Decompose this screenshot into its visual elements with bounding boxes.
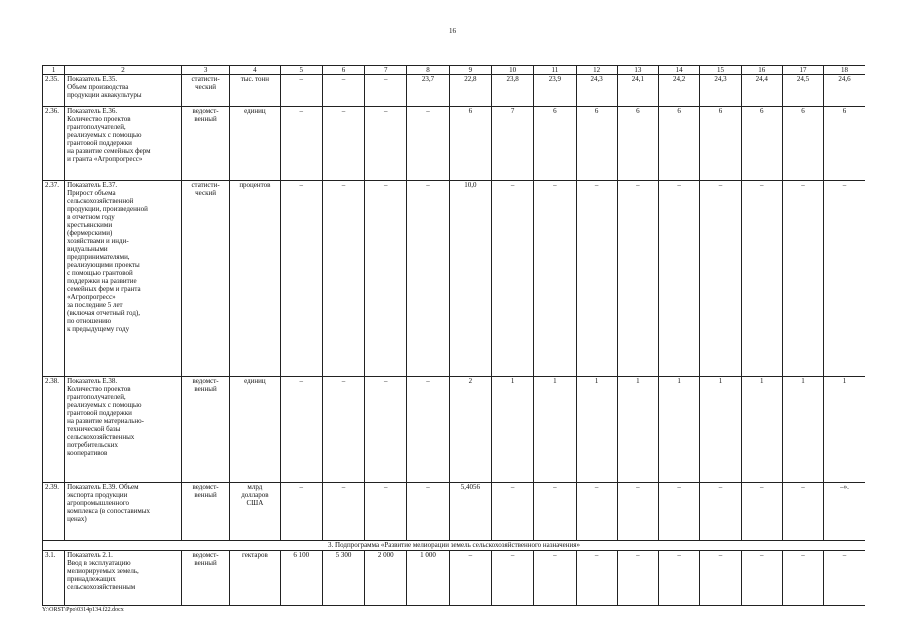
year-value: 24,1 [617,75,658,107]
table-row [43,377,866,483]
row-number: 2.36. [43,107,65,181]
year-value: 23,7 [407,75,449,107]
column-number: 7 [365,66,407,75]
year-value: – [365,483,407,541]
column-number: 18 [824,66,865,75]
column-number: 1 [43,66,65,75]
indicator-name: Показатель 2.1. Ввод в эксплуатацию мелиорируемых земель, принадлежащих сельскохозяйственным [65,551,182,606]
year-value: 23,8 [491,75,533,107]
year-value: – [700,181,741,377]
year-value: – [659,551,700,606]
data-source: ведомст- венный [181,107,229,181]
year-value: – [700,551,741,606]
data-source: ведомст- венный [181,551,229,606]
year-value: – [782,483,823,541]
year-value: – [741,551,782,606]
unit-of-measure: гектаров [230,551,280,606]
unit-of-measure: единиц [230,377,280,483]
year-value: – [365,377,407,483]
year-value: – [322,181,364,377]
footer-file-path: Y:\ORST\Ppo\0314p134.f22.docx [42,607,124,613]
table-row [43,551,866,606]
year-value: 24,5 [782,75,823,107]
year-value: – [365,107,407,181]
year-value: 7 [491,107,533,181]
year-value: 1 [782,377,823,483]
indicator-name: Показатель Е.37. Прирост объема сельскохозяйственной продукции, произведенной в отчетном году крестьянскими (фермерскими) хозяйствами и инди- видуальными предпринимателями, реализующими проекты с помощью грантовой поддержки на развитие семейных ферм и гранта «Агропрогресс» за последние 5 лет (включая отчетный год), по отношению к предыдущему году [65,181,182,377]
indicator-name: Показатель Е.35. Объем производства продукции аквакультуры [65,75,182,107]
column-number: 17 [782,66,823,75]
page-number: 16 [449,27,456,35]
unit-of-measure: тыс. тонн [230,75,280,107]
year-value: – [407,181,449,377]
column-number: 15 [700,66,741,75]
year-value: – [534,181,576,377]
year-value: – [824,551,865,606]
year-value: – [280,377,322,483]
year-value: 10,0 [449,181,491,377]
column-number: 5 [280,66,322,75]
year-value: 2 000 [365,551,407,606]
year-value: – [576,551,617,606]
year-value: 1 [824,377,865,483]
year-value: 1 [617,377,658,483]
table-row [43,107,866,181]
column-number: 11 [534,66,576,75]
year-value: – [576,181,617,377]
year-value: 6 [741,107,782,181]
subprogram-title: 3. Подпрограмма «Развитие мелиорации земель сельскохозяйственного назначения» [43,541,866,551]
column-number: 9 [449,66,491,75]
table-row [43,181,866,377]
year-value: 24,3 [700,75,741,107]
year-value: – [407,483,449,541]
data-source: статисти- ческий [181,75,229,107]
year-value: – [322,483,364,541]
row-number: 2.37. [43,181,65,377]
column-number: 3 [181,66,229,75]
year-value: 6 [449,107,491,181]
year-value: – [782,181,823,377]
year-value: – [617,181,658,377]
year-value: – [491,483,533,541]
year-value: – [782,551,823,606]
year-value: 22,8 [449,75,491,107]
year-value: 23,9 [534,75,576,107]
indicator-name: Показатель Е.38. Количество проектов грантополучателей, реализуемых с помощью грантовой поддержки на развитие материально- технической базы сельскохозяйственных потребительских кооперативов [65,377,182,483]
table-row [43,483,866,541]
year-value: 1 [659,377,700,483]
year-value: – [659,483,700,541]
year-value: – [407,107,449,181]
year-value: – [617,483,658,541]
year-value: – [741,181,782,377]
year-value: 24,6 [824,75,865,107]
year-value: 24,2 [659,75,700,107]
column-number: 6 [322,66,364,75]
year-value: – [449,551,491,606]
year-value: 5,4056 [449,483,491,541]
year-value: 24,4 [741,75,782,107]
year-value: 6 [534,107,576,181]
subprogram-row [43,541,866,551]
year-value: – [280,75,322,107]
column-number: 10 [491,66,533,75]
data-source: ведомст- венный [181,483,229,541]
row-number: 2.35. [43,75,65,107]
column-number: 8 [407,66,449,75]
year-value: – [280,181,322,377]
year-value: – [491,551,533,606]
year-value: 6 [576,107,617,181]
year-value: – [322,75,364,107]
data-source: ведомст- венный [181,377,229,483]
column-number: 16 [741,66,782,75]
year-value: – [322,377,364,483]
year-value: 1 000 [407,551,449,606]
year-value: 24,3 [576,75,617,107]
column-number: 4 [230,66,280,75]
year-value: – [741,483,782,541]
year-value: 6 [782,107,823,181]
year-value: 6 [617,107,658,181]
year-value: – [576,483,617,541]
row-number: 2.38. [43,377,65,483]
year-value: – [534,551,576,606]
indicator-name: Показатель Е.39. Объем экспорта продукции агропромышленного комплекса (в сопоставимых ценах) [65,483,182,541]
data-source: статисти- ческий [181,181,229,377]
column-number: 13 [617,66,658,75]
column-number-row [43,66,866,75]
year-value: 1 [700,377,741,483]
year-value: 1 [534,377,576,483]
year-value: – [322,107,364,181]
year-value: – [700,483,741,541]
column-number: 2 [65,66,182,75]
year-value: – [280,483,322,541]
indicator-name: Показатель Е.36. Количество проектов грантополучателей, реализуемых с помощью грантовой поддержки на развитие семейных ферм и гранта «Агропрогресс» [65,107,182,181]
year-value: 5 300 [322,551,364,606]
year-value: 6 [824,107,865,181]
year-value: 6 [659,107,700,181]
year-value: 2 [449,377,491,483]
unit-of-measure: процентов [230,181,280,377]
year-value: 6 [700,107,741,181]
column-number: 14 [659,66,700,75]
year-value: – [491,181,533,377]
unit-of-measure: единиц [230,107,280,181]
year-value: 6 100 [280,551,322,606]
year-value: – [407,377,449,483]
year-value: –». [824,483,865,541]
year-value: – [534,483,576,541]
year-value: – [365,181,407,377]
indicators-table [42,65,865,606]
year-value: – [365,75,407,107]
row-number: 3.1. [43,551,65,606]
table-row [43,75,866,107]
year-value: 1 [576,377,617,483]
column-number: 12 [576,66,617,75]
row-number: 2.39. [43,483,65,541]
year-value: 1 [491,377,533,483]
year-value: – [617,551,658,606]
year-value: – [659,181,700,377]
year-value: – [824,181,865,377]
unit-of-measure: млрд долларов США [230,483,280,541]
year-value: – [280,107,322,181]
year-value: 1 [741,377,782,483]
